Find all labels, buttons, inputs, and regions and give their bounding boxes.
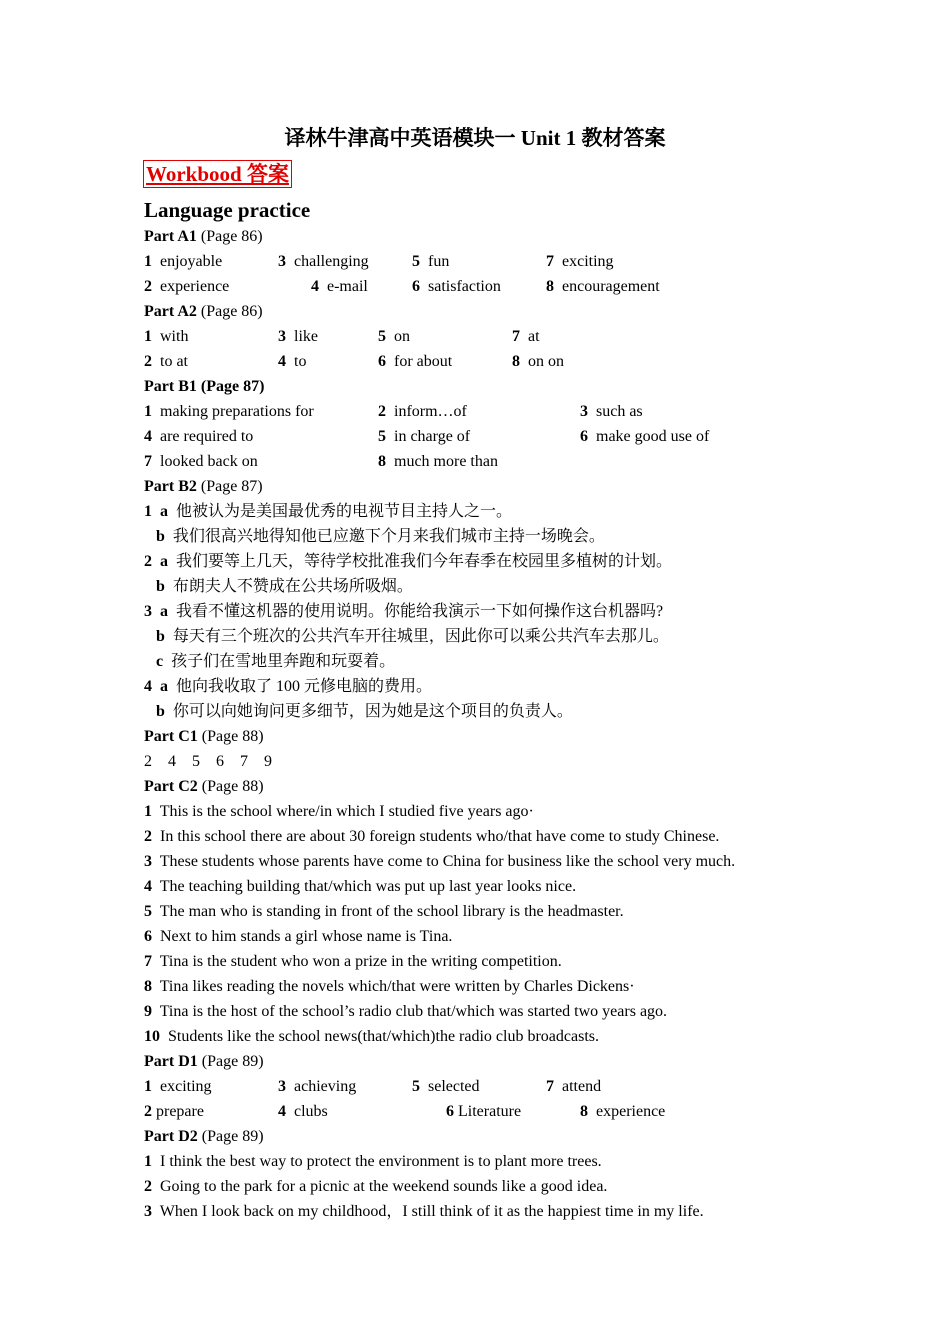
part-a1-heading: Part A1 (Page 86) xyxy=(144,228,263,245)
part-a1-row-2: 2 experience 4 e-mail 6 satisfaction 8 encouragement xyxy=(144,278,660,295)
part-c2-line: 3 These students whose parents have come to China for business like the school very much. xyxy=(144,853,736,870)
part-b2-line: 1 a 他被认为是美国最优秀的电视节目主持人之一。 xyxy=(144,503,513,520)
part-d1-heading: Part D1 (Page 89) xyxy=(144,1053,264,1070)
part-b2-line: 2 a 我们要等上几天，等待学校批准我们今年春季在校园里多植树的计划。 xyxy=(144,553,673,570)
part-c2-line: 7 Tina is the student who won a prize in the writing competition. xyxy=(144,953,562,970)
part-c2-line: 4 The teaching building that/which was put up last year looks nice. xyxy=(144,878,577,895)
part-a2-heading: Part A2 (Page 86) xyxy=(144,303,263,320)
part-b2-line: b 布朗夫人不赞成在公共场所吸烟。 xyxy=(156,578,413,595)
part-d2-line: 1 I think the best way to protect the environment is to plant more trees. xyxy=(144,1153,602,1170)
part-a2-row-2: 2 to at 4 to 6 for about 8 on on xyxy=(144,353,564,370)
part-c2-line: 8 Tina likes reading the novels which/that were written by Charles Dickens· xyxy=(144,978,635,995)
part-c2-line: 6 Next to him stands a girl whose name is Tina. xyxy=(144,928,453,945)
part-c2-line: 10 Students like the school news(that/which)the radio club broadcasts. xyxy=(144,1028,600,1045)
part-b1-heading: Part B1 (Page 87) xyxy=(144,378,265,395)
part-d2-heading: Part D2 (Page 89) xyxy=(144,1128,264,1145)
part-d2-line: 3 When I look back on my childhood，I still think of it as the happiest time in my life. xyxy=(144,1203,704,1220)
part-c2-line: 2 In this school there are about 30 foreign students who/that have come to study Chinese. xyxy=(144,828,720,845)
part-b2-line: c 孩子们在雪地里奔跑和玩耍着。 xyxy=(156,653,396,670)
workbook-heading: Workbood 答案 xyxy=(143,160,292,188)
part-b2-line: 4 a 他向我收取了 100 元修电脑的费用。 xyxy=(144,678,433,695)
part-c2-heading: Part C2 (Page 88) xyxy=(144,778,264,795)
document-title: 译林牛津高中英语模块一 Unit 1 教材答案 xyxy=(284,126,666,150)
part-c1-answers: 2 4 5 6 7 9 xyxy=(144,753,272,770)
part-b2-heading: Part B2 (Page 87) xyxy=(144,478,263,495)
part-b2-line: b 每天有三个班次的公共汽车开往城里，因此你可以乘公共汽车去那儿。 xyxy=(156,628,669,645)
part-d1-row-2: 2 prepare 4 clubs 6 Literature 8 experience xyxy=(144,1103,666,1120)
part-a1-row-1: 1 enjoyable 3 challenging 5 fun 7 exciting xyxy=(144,253,614,270)
part-b2-line: b 你可以向她询问更多细节，因为她是这个项目的负责人。 xyxy=(156,703,573,720)
section-heading: Language practice xyxy=(144,198,311,222)
part-b1-row-1: 1 making preparations for 2 inform…of 3 such as xyxy=(144,403,643,420)
part-c2-line: 1 This is the school where/in which I studied five years ago· xyxy=(144,803,534,820)
part-b1-row-2: 4 are required to 5 in charge of 6 make good use of xyxy=(144,428,710,445)
part-a2-row-1: 1 with 3 like 5 on 7 at xyxy=(144,328,540,345)
part-c2-line: 5 The man who is standing in front of the school library is the headmaster. xyxy=(144,903,624,920)
part-d1-row-1: 1 exciting 3 achieving 5 selected 7 attend xyxy=(144,1078,602,1095)
part-b2-line: b 我们很高兴地得知他已应邀下个月来我们城市主持一场晚会。 xyxy=(156,528,605,545)
part-c1-heading: Part C1 (Page 88) xyxy=(144,728,264,745)
part-d2-line: 2 Going to the park for a picnic at the weekend sounds like a good idea. xyxy=(144,1178,608,1195)
part-b2-line: 3 a 我看不懂这机器的使用说明。你能给我演示一下如何操作这台机器吗? xyxy=(144,603,664,620)
part-c2-line: 9 Tina is the host of the school’s radio club that/which was started two years ago. xyxy=(144,1003,668,1020)
part-b1-row-3: 7 looked back on 8 much more than xyxy=(144,453,498,470)
